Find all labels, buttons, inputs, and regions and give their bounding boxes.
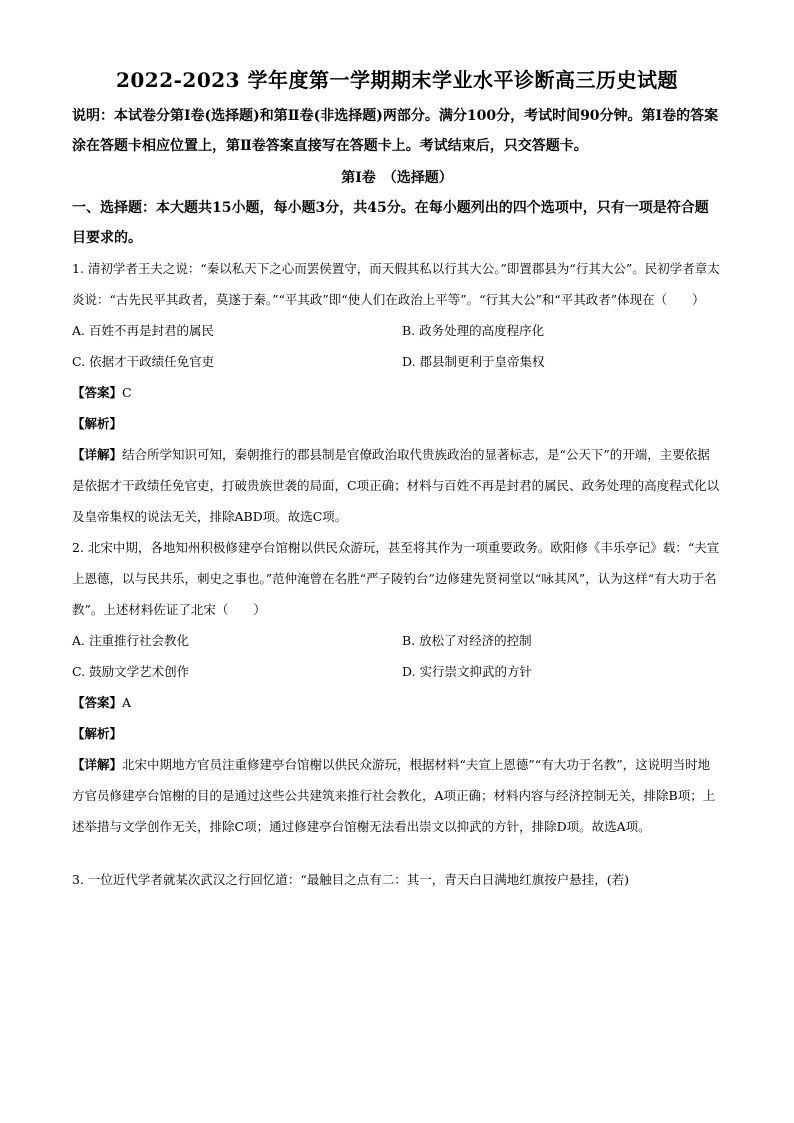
- detail-paragraph: [72, 749, 722, 842]
- detail-label: 【详解】: [72, 757, 123, 772]
- question-stem: 3. 一位近代学者就某次武汉之行回忆道：“最触目之点有二：其一，青天白日满地红旗按户悬挂，(若): [72, 872, 630, 887]
- question-stem: 2. 北宋中期，各地知州积极修建亭台馆榭以供民众游玩，甚至将其作为一项重要政务。欧阳修《丰乐亭记》载：“夫宣上恩德，以与民共乐，刺史之事也。”范仲淹曾在名胜“严子陵钓台”边修建先贤祠堂以“咏其风”，认为这样“有大功于名教”。上述材料佐证了北宋（ ）: [72, 540, 720, 617]
- option-d: D. 实行崇文抑武的方针: [402, 664, 533, 679]
- option-d: D. 郡县制更利于皇帝集权: [402, 354, 545, 369]
- spacer: [72, 842, 722, 864]
- answer-line: [72, 377, 722, 408]
- detail-paragraph: [72, 439, 722, 532]
- exam-instructions: 说明：本试卷分第Ⅰ卷(选择题)和第Ⅱ卷(非选择题)两部分。满分100分，考试时间90分钟。第Ⅰ卷的答案涂在答题卡相应位置上，第Ⅱ卷答案直接写在答题卡上。考试结束后，只交答题卡。: [72, 108, 719, 154]
- option-c: C. 依据才干政绩任免官吏: [72, 354, 215, 369]
- question-2: [72, 532, 722, 842]
- section-title: 第Ⅰ卷 （选择题）: [341, 170, 453, 186]
- option-a: A. 百姓不再是封君的属民: [72, 323, 214, 338]
- question-stem: 1. 清初学者王夫之说：“秦以私天下之心而罢侯置守，而天假其私以行其大公。”即置郡县为“行其大公”。民初学者章太炎说：“古先民平其政者，莫遂于秦。”“平其政”即“使人们在政治上平等”。“行其大公”和“平其政者”体现在（ ）: [72, 261, 720, 307]
- section-instruction: 一、选择题：本大题共15小题，每小题3分，共45分。在每小题列出的四个选项中，只有一项是符合题目要求的。: [72, 200, 709, 246]
- detail-text: 北宋中期地方官员注重修建亭台馆榭以供民众游玩，根据材料“夫宣上恩德”“有大功于名教”，这说明当时地方官员修建亭台馆榭的目的是通过这些公共建筑来推行社会教化，A项正确；材料内容与经济控制无关，排除B项；上述举措与文学创作无关，排除C项；通过修建亭台馆榭无法看出崇文以抑武的方针，排除D项。故选A项。: [72, 757, 716, 834]
- option-c: C. 鼓励文学艺术创作: [72, 664, 190, 679]
- option-list: [72, 315, 722, 377]
- option-a: A. 注重推行社会教化: [72, 633, 189, 648]
- option-b: B. 政务处理的高度程序化: [402, 323, 545, 338]
- detail-label: 【详解】: [72, 447, 123, 462]
- answer-label: 【答案】: [72, 385, 123, 400]
- option-b: B. 放松了对经济的控制: [402, 633, 532, 648]
- answer-line: [72, 687, 722, 718]
- analysis-label: 【解析】: [72, 726, 123, 741]
- answer-value: A: [122, 695, 132, 710]
- detail-text: 结合所学知识可知，秦朝推行的郡县制是官僚政治取代贵族政治的显著标志，是“公天下”的开端，主要依据是依据才干政绩任免官吏，打破贵族世袭的局面，C项正确；材料与百姓不再是封君的属民、政务处理的高度程式化以及皇帝集权的说法无关，排除ABD项。故选C项。: [72, 447, 720, 524]
- answer-label: 【答案】: [72, 695, 123, 710]
- analysis-line: [72, 408, 722, 439]
- exam-page: [72, 64, 722, 895]
- analysis-label: 【解析】: [72, 416, 123, 431]
- question-1: [72, 253, 722, 532]
- answer-value: C: [122, 385, 132, 400]
- page-title: 2022-2023 学年度第一学期期末学业水平诊断高三历史试题: [115, 68, 679, 92]
- option-list: [72, 625, 722, 687]
- analysis-line: [72, 718, 722, 749]
- question-3: [72, 864, 722, 895]
